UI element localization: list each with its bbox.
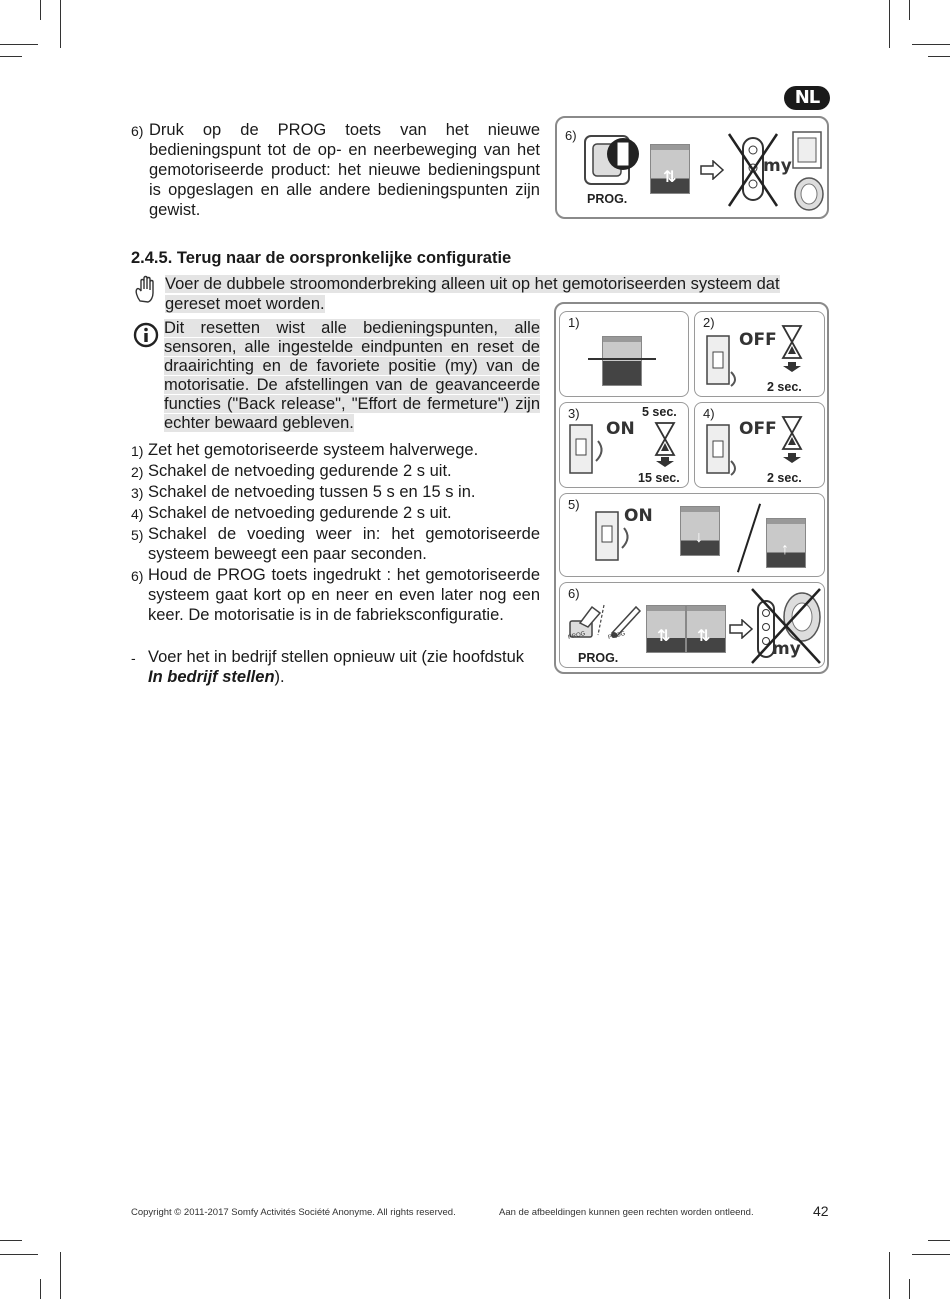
cell-label: 6): [568, 586, 580, 601]
info-icon: [133, 322, 159, 348]
step-number: 1): [131, 443, 144, 459]
figure-cell-1: [559, 311, 689, 397]
step-number: 3): [131, 485, 144, 501]
step-text: Schakel de netvoeding gedurende 2 s uit.: [148, 504, 452, 522]
prog-key-label: PROG: [567, 630, 587, 642]
on-label: ON: [606, 419, 635, 439]
hourglass-icon: [779, 324, 805, 372]
wall-switch-icon: [789, 130, 827, 214]
page-number: 42: [813, 1203, 829, 1219]
cell-label: 3): [568, 406, 580, 421]
step-dash: -: [131, 650, 136, 666]
duration-label: 2 sec.: [767, 380, 802, 394]
info-highlight: Dit resetten wist alle bedieningspunten, alle sensoren, alle ingestelde eindpunten en reset de draairichting en de favoriete positie (my) van de motorisatie. De afstellingen van de geavanceerde functies ("Back release", "Effort de fermeture") zijn echter bewaard gebleven.: [164, 319, 540, 432]
cell-label: 1): [568, 315, 580, 330]
step-number: 6): [131, 568, 144, 584]
chapter-link-text: In bedrijf stellen: [148, 668, 275, 686]
footer-copyright: Copyright © 2011-2017 Somfy Activités Société Anonyme. All rights reserved.: [131, 1207, 456, 1218]
off-label: OFF: [739, 330, 777, 350]
figure-cell-6: [559, 582, 825, 668]
step-text: Druk op de PROG toets van het nieuwe bedieningspunt tot de op- en neerbeweging van het gemotoriseerde product: het nieuwe bedieningspunt is opgeslagen en alle andere bedieningspunten zijn gewist.: [149, 121, 540, 219]
blind-up-icon: ↑: [766, 518, 806, 568]
figure-label: 6): [565, 128, 577, 143]
remote-prog-icon: [579, 128, 641, 192]
prog-label: PROG.: [587, 192, 628, 206]
my-label: my: [772, 639, 801, 659]
prog-press-icon: [566, 599, 646, 647]
hourglass-icon: [652, 421, 678, 467]
final-step-end: ).: [274, 668, 285, 686]
step-number: 5): [131, 527, 144, 543]
figure-reset-steps: [554, 302, 829, 674]
blind-updown-icon: ⇅: [646, 605, 686, 653]
figure-cell-4: [694, 402, 825, 488]
step-text: Schakel de netvoeding gedurende 2 s uit.: [148, 462, 452, 480]
off-label: OFF: [739, 419, 777, 439]
duration-label: 15 sec.: [638, 471, 680, 485]
arrow-right-icon: [699, 160, 725, 180]
step-text: Zet het gemotoriseerde systeem halverwege.: [148, 441, 479, 459]
cell-label: 5): [568, 497, 580, 512]
cell-label: 4): [703, 406, 715, 421]
step-text: Schakel de netvoeding tussen 5 s en 15 s in.: [148, 483, 476, 501]
step-number: 6): [131, 123, 144, 139]
figure-prog-top: [555, 116, 829, 219]
hourglass-icon: [779, 415, 805, 463]
step-number: 4): [131, 506, 144, 522]
hand-warning-icon: [133, 275, 159, 303]
language-badge: NL: [784, 86, 830, 110]
figure-cell-3: [559, 402, 689, 488]
on-label: ON: [624, 506, 653, 526]
blind-down-icon: ↓: [680, 506, 720, 556]
step-text: Houd de PROG toets ingedrukt : het gemotoriseerde systeem gaat kort op en neer en even later nog een keer. De motorisatie is in de fabrieksconfiguratie.: [148, 566, 540, 624]
blind-icon: ⇅: [650, 144, 690, 194]
halfway-line: [588, 358, 656, 360]
prog-label: PROG.: [578, 651, 619, 665]
prog-key-label: PROG: [607, 630, 627, 642]
duration-label: 2 sec.: [767, 471, 802, 485]
my-label: my: [763, 156, 792, 176]
blind-half-icon: [602, 336, 642, 386]
info-text: [164, 319, 540, 433]
step-text: [148, 647, 543, 687]
or-separator: [737, 503, 761, 572]
cell-label: 2): [703, 315, 715, 330]
step-number: 2): [131, 464, 144, 480]
blind-updown-icon: ⇅: [686, 605, 726, 653]
step-text: Schakel de voeding weer in: het gemotoriseerde systeem beweegt een paar seconden.: [148, 525, 540, 563]
footer-notice: Aan de afbeeldingen kunnen geen rechten worden ontleend.: [499, 1207, 754, 1218]
figure-cell-2: [694, 311, 825, 397]
figure-cell-5: [559, 493, 825, 577]
warning-highlight: Voer de dubbele stroomonderbreking alleen uit op het gemotoriseerden systeem dat gereset moet worden.: [165, 275, 780, 313]
final-step-text: Voer het in bedrijf stellen opnieuw uit (zie hoofdstuk: [148, 648, 525, 666]
section-heading: 2.4.5. Terug naar de oorspronkelijke configuratie: [131, 249, 512, 267]
duration-label: 5 sec.: [642, 405, 677, 419]
